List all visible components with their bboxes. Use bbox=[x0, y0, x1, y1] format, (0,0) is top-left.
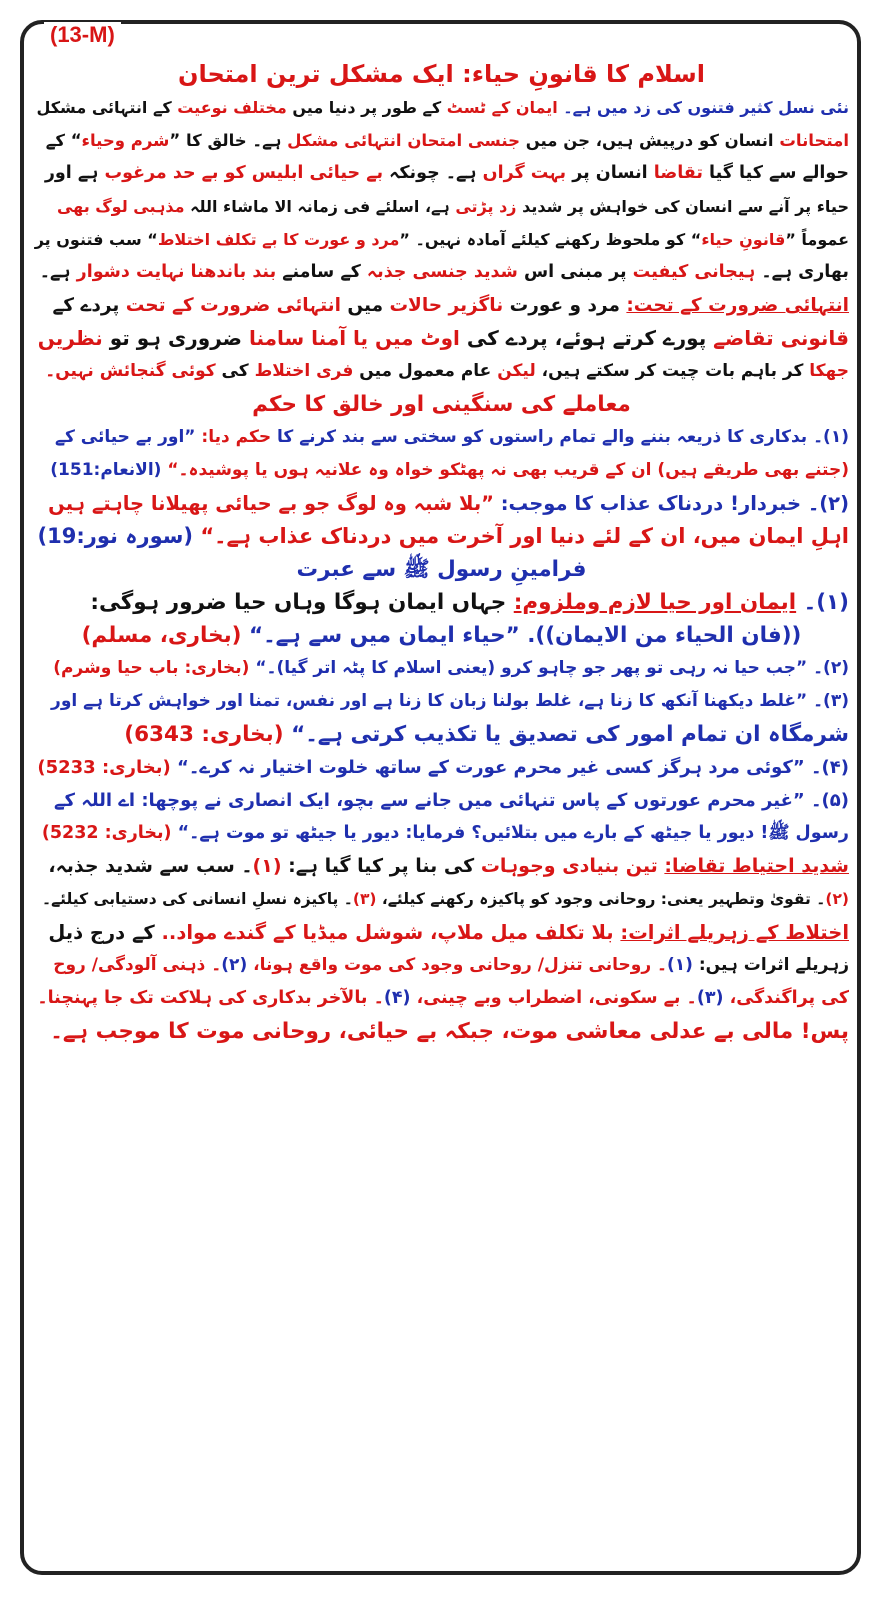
text-segment: کوئی گنجائش نہیں۔ bbox=[45, 361, 216, 381]
text-segment: بے حیائی ابلیس کو بے حد مرغوب bbox=[98, 163, 384, 183]
text-segment: لیکن bbox=[491, 361, 536, 381]
text-segment: قانونِ حیاء bbox=[701, 230, 786, 249]
text-segment: انتہائی ضرورت کے تحت bbox=[119, 295, 341, 316]
text-segment: ضروری ہو تو bbox=[102, 326, 242, 350]
text-segment: عام معمول میں bbox=[353, 361, 492, 381]
text-line bbox=[34, 355, 849, 388]
text-segment: شرم وحیاء bbox=[81, 131, 170, 150]
text-line bbox=[34, 883, 849, 916]
text-segment: ہے، اسلئے فی زمانہ الا ماشاء اللہ bbox=[184, 197, 450, 216]
text-segment: نظریں bbox=[37, 326, 103, 350]
text-line bbox=[34, 289, 849, 322]
text-segment: انتہائی ضرورت کے تحت: bbox=[626, 295, 849, 316]
text-line bbox=[34, 784, 849, 817]
text-segment: انسان پر bbox=[566, 163, 648, 183]
text-segment: ناگزیر حالات bbox=[383, 295, 504, 316]
text-segment: جھکا bbox=[803, 361, 849, 381]
text-segment: ”بلا شبہ وہ لوگ جو بے حیائی پھیلانا چاہتے ہیں bbox=[48, 492, 494, 515]
text-segment: ان کے قریب بھی نہ پھٹکو خواہ وہ علانیہ ہوں یا پوشیدہ۔“ bbox=[161, 460, 652, 480]
text-segment: تین بنیادی وجوہات bbox=[474, 855, 665, 877]
text-line bbox=[34, 916, 849, 949]
text-segment: ہے اور bbox=[44, 163, 99, 183]
text-segment: رسول ﷺ! دیور یا جیٹھ کے بارے میں بتلائیں؟ فرمایا: دیور یا جیٹھ تو موت ہے۔“ bbox=[171, 823, 849, 843]
text-segment: کی bbox=[215, 361, 249, 381]
text-segment: (۱) bbox=[666, 955, 693, 975]
text-segment: ۔ پاکیزہ نسلِ انسانی کی دستیابی کیلئے۔ bbox=[41, 890, 353, 908]
text-line bbox=[34, 1015, 849, 1048]
text-segment: بھاری ہے۔ bbox=[755, 262, 849, 282]
text-segment: (۴)۔ ”کوئی مرد ہرگز کسی غیر محرم عورت کے ساتھ خلوت اختیار نہ کرے۔“ bbox=[170, 757, 849, 778]
text-segment: ۔ تقویٰ وتطہیر یعنی: روحانی وجود کو پاکیزہ رکھنے کیلئے، bbox=[376, 890, 826, 908]
text-segment: (۱)۔ bbox=[796, 590, 849, 615]
text-segment: ہیجانی کیفیت bbox=[626, 262, 756, 282]
text-segment: حوالے سے کیا گیا bbox=[702, 163, 849, 183]
text-segment: کے طور پر دنیا میں bbox=[286, 98, 442, 117]
text-segment: میں bbox=[340, 295, 384, 316]
text-segment: کی بنا پر کیا گیا ہے: bbox=[281, 855, 475, 877]
text-segment: “ کے bbox=[45, 131, 82, 150]
text-line bbox=[34, 157, 849, 190]
text-segment: فری اختلاط bbox=[248, 361, 354, 381]
text-segment: “ کو ملحوظ رکھنے کیلئے آمادہ نہیں۔ ” bbox=[399, 230, 702, 249]
text-segment: عموماً ” bbox=[785, 230, 849, 249]
text-segment: “ سب فتنوں پر bbox=[34, 230, 158, 249]
text-segment: (بخاری: 5233) bbox=[37, 757, 171, 778]
text-segment: قانونی تقاضے bbox=[706, 326, 849, 350]
text-line bbox=[34, 685, 849, 718]
text-segment: ۔ سب سے شدید جذبہ، bbox=[48, 855, 253, 877]
text-segment: انسان کو درپیش ہیں، جن میں bbox=[519, 131, 774, 150]
text-segment: (۳)۔ ”غلط دیکھنا آنکھ کا زنا ہے، غلط بولنا زبان کا زنا ہے اور نفس، تمنا اور خواہش کرتا ہے اور bbox=[51, 691, 849, 711]
text-segment: پورے کرتے ہوئے، پردے کی bbox=[459, 326, 707, 350]
text-line bbox=[34, 487, 849, 520]
text-segment: ہے۔ خالق کا ” bbox=[169, 131, 282, 150]
text-segment: امتحانات bbox=[773, 131, 849, 150]
text-segment: (بخاری: باب حیا وشرم) bbox=[53, 658, 250, 678]
text-segment: جنسی امتحان انتہائی مشکل bbox=[281, 131, 520, 150]
article-body bbox=[34, 58, 849, 1048]
text-segment: شرمگاہ ان تمام امور کی تصدیق یا تکذیب کرتی ہے۔“ bbox=[283, 722, 849, 747]
text-segment: (۲)۔ ”جب حیا نہ رہی تو پھر جو چاہو کرو (یعنی اسلام کا پٹہ اتر گیا)۔“ bbox=[249, 658, 849, 678]
text-segment: (۴) bbox=[383, 988, 411, 1008]
text-segment: مختلف نوعیت bbox=[171, 98, 287, 117]
text-segment: کے درج ذیل bbox=[48, 921, 162, 944]
text-line bbox=[34, 652, 849, 685]
text-segment: (بخاری: 5232) bbox=[41, 823, 172, 843]
text-line bbox=[34, 388, 849, 421]
text-segment: شدید جنسی جذبہ bbox=[360, 262, 518, 282]
text-line bbox=[34, 223, 849, 256]
text-segment: ((فان الحیاء من الایمان)). ”حیاء ایمان میں سے ہے۔“ bbox=[241, 623, 802, 648]
text-segment: (۵)۔ ”غیر محرم عورتوں کے پاس تنہائی میں جانے سے بچو، ایک انصاری نے پوچھا: اے اللہ کے bbox=[53, 790, 849, 811]
text-segment: زد پڑتی bbox=[449, 197, 517, 216]
text-segment: (۱) bbox=[252, 855, 282, 877]
text-segment: معاملے کی سنگینی اور خالق کا حکم bbox=[252, 392, 631, 417]
text-segment: پر مبنی اس bbox=[517, 262, 627, 282]
text-segment: ہے۔ bbox=[39, 262, 71, 282]
text-segment: (۳) bbox=[696, 988, 724, 1008]
text-line bbox=[34, 949, 849, 982]
text-segment: بلا تکلف میل ملاپ، شوشل میڈیا کے گندے مواد.. bbox=[161, 921, 621, 944]
page-tag: (13-M) bbox=[44, 22, 121, 48]
text-segment: (سورہ نور:19) bbox=[37, 524, 194, 548]
text-segment: (۲)۔ خبردار! دردناک عذاب کا موجب: bbox=[493, 492, 849, 515]
text-line bbox=[34, 817, 849, 850]
text-segment: (الانعام:151) bbox=[50, 460, 162, 480]
text-segment: جہاں ایمان ہوگا وہاں حیا ضرور ہوگی: bbox=[90, 590, 514, 615]
text-line bbox=[34, 586, 849, 619]
text-segment: مرد و عورت کا بے تکلف اختلاط bbox=[157, 230, 400, 249]
text-segment: (۱)۔ بدکاری کا ذریعہ بننے والے تمام راستوں کو سختی سے بند کرنے کا bbox=[271, 427, 849, 447]
text-segment: اوٹ میں یا آمنا سامنا bbox=[242, 326, 460, 350]
text-segment: (۲) bbox=[825, 890, 849, 908]
text-line bbox=[34, 520, 849, 553]
text-segment: (بخاری، مسلم) bbox=[81, 623, 242, 648]
text-line bbox=[34, 553, 849, 586]
text-line bbox=[34, 256, 849, 289]
text-segment: ایمان کے ٹسٹ bbox=[441, 98, 558, 117]
text-segment: نئی نسل کثیر فتنوں کی زد میں ہے۔ bbox=[557, 98, 849, 117]
text-segment: ہے۔ چونکہ bbox=[383, 163, 477, 183]
text-segment: (۲) bbox=[221, 955, 248, 975]
text-segment: اختلاط کے زہریلے اثرات: bbox=[620, 921, 849, 944]
text-line bbox=[34, 421, 849, 454]
text-line bbox=[34, 718, 849, 751]
text-segment: کے انتہائی مشکل bbox=[36, 98, 172, 117]
text-segment: بند باندھنا نہایت دشوار bbox=[70, 262, 277, 282]
text-segment: ۔ ذہنی آلودگی/ روح bbox=[53, 955, 222, 975]
text-segment: (بخاری: 6343) bbox=[124, 722, 284, 747]
text-line bbox=[34, 58, 849, 91]
text-segment: اسلام کا قانونِ حیاء: ایک مشکل ترین امتحان bbox=[177, 60, 706, 88]
text-segment: مرد و عورت bbox=[503, 295, 627, 316]
text-line bbox=[34, 190, 849, 223]
text-segment: کر باہم بات چیت کر سکتے ہیں، bbox=[535, 361, 804, 381]
text-segment: ”اور بے حیائی کے bbox=[55, 427, 202, 447]
text-segment: بہت گراں bbox=[476, 163, 567, 183]
text-segment: فرامینِ رسول ﷺ سے عبرت bbox=[296, 557, 587, 582]
text-segment: حیاء پر آنے سے انسان کی خواہش پر شدید bbox=[516, 197, 849, 216]
text-segment: کی پراگندگی، bbox=[723, 988, 849, 1008]
text-segment: پس! مالی بے عدلی معاشی موت، جبکہ بے حیائی، روحانی موت کا موجب ہے۔ bbox=[50, 1019, 849, 1044]
text-line bbox=[34, 124, 849, 157]
text-segment: اہلِ ایمان میں، ان کے لئے دنیا اور آخرت میں دردناک عذاب ہے۔“ bbox=[193, 524, 849, 548]
text-segment: ۔ روحانی تنزل/ روحانی وجود کی موت واقع ہونا، bbox=[247, 955, 667, 975]
text-line bbox=[34, 982, 849, 1015]
text-segment: زہریلے اثرات ہیں: bbox=[692, 955, 849, 975]
text-line bbox=[34, 91, 849, 124]
text-segment: کے سامنے bbox=[276, 262, 361, 282]
text-segment: تقاضا bbox=[647, 163, 703, 183]
text-line bbox=[34, 619, 849, 652]
text-segment: ایمان اور حیا لازم وملزوم: bbox=[513, 590, 797, 615]
text-segment: پردے کے bbox=[52, 295, 120, 316]
text-segment: شدید احتیاط تقاضا: bbox=[664, 855, 849, 877]
text-segment: (۳) bbox=[352, 890, 377, 908]
text-line bbox=[34, 850, 849, 883]
text-segment: ۔ بالآخر بدکاری کی ہلاکت تک جا پہنچنا۔ bbox=[37, 988, 384, 1008]
text-segment: حکم دیا: bbox=[201, 427, 272, 447]
text-segment: (جتنے بھی طریقے ہیں) bbox=[651, 460, 849, 480]
text-line bbox=[34, 751, 849, 784]
text-line bbox=[34, 454, 849, 487]
text-segment: ۔ بے سکونی، اضطراب وبے چینی، bbox=[410, 988, 697, 1008]
text-segment: مذہبی لوگ بھی bbox=[56, 197, 185, 216]
text-line bbox=[34, 322, 849, 355]
